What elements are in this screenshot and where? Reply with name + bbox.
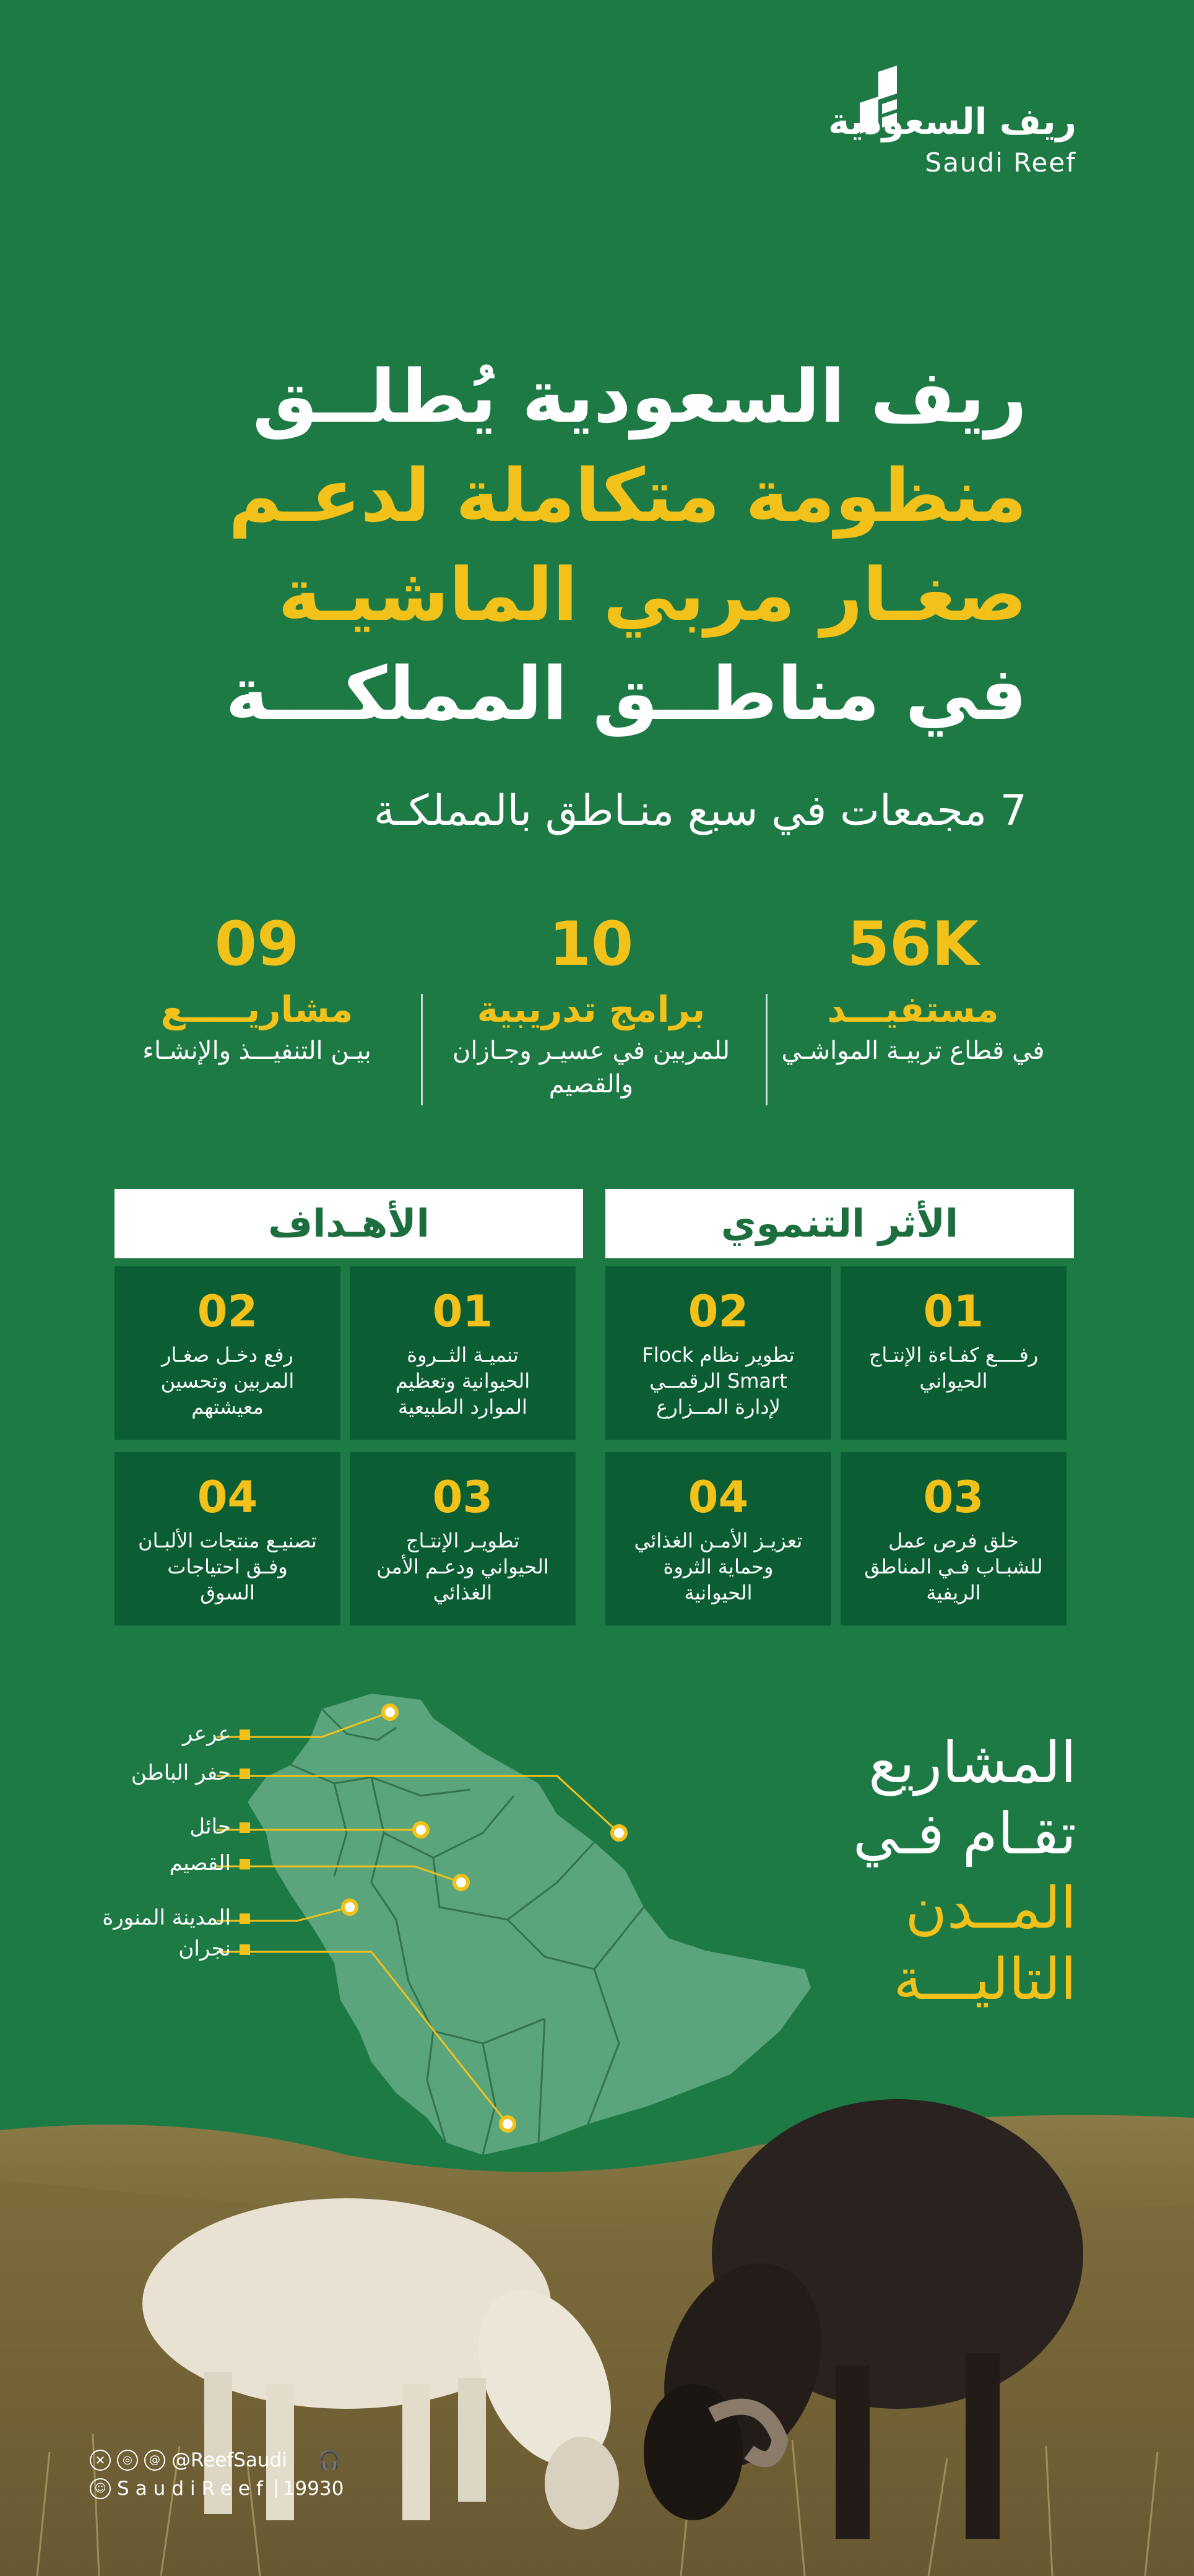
stat-desc: بيـن التنفيـــذ والإنشـاء: [142, 1037, 371, 1065]
city-label: [178, 1936, 250, 1961]
goal-card: [115, 1266, 340, 1440]
card-text: تعزيـز الأمـن الغذائي وحماية الثروة الحيوانية: [634, 1529, 803, 1604]
card-number: 04: [688, 1472, 749, 1523]
stat-title: مشاريـــــع: [160, 988, 353, 1030]
city-name: القصيم: [169, 1851, 231, 1876]
x-icon: ✕: [90, 2450, 111, 2471]
stat-divider: [766, 994, 768, 1105]
city-label: [189, 1814, 250, 1839]
stat-title: مستفيـــد: [827, 988, 999, 1030]
card-number: 04: [197, 1472, 258, 1523]
stat-desc: للمربين في عسيـر وجـازان والقصيم: [452, 1037, 730, 1099]
impact-card: [841, 1266, 1066, 1440]
city-marker-icon: [240, 1822, 250, 1833]
logo-english: Saudi Reef: [925, 147, 1076, 178]
card-number: 01: [432, 1286, 493, 1337]
headline-line-4: في مناطــق المملكـــة: [225, 651, 1027, 736]
impact-card: [841, 1452, 1066, 1625]
brand-logo: [828, 62, 1076, 178]
stat-number: 09: [214, 909, 300, 980]
city-name: المدينة المنورة: [102, 1905, 231, 1930]
stat-beneficiaries: [774, 910, 1052, 1068]
stat-number: 10: [548, 909, 634, 980]
sheep-pasture-photo: [0, 2074, 1194, 2576]
card-number: 03: [432, 1472, 493, 1523]
logo-arabic: ريف السعودية: [828, 100, 1076, 142]
card-number: 01: [923, 1286, 984, 1337]
city-name: نجران: [178, 1936, 231, 1961]
projects-line-1: المشاريع: [868, 1730, 1076, 1796]
stat-training-programs: [452, 910, 730, 1101]
contact-row: [90, 2478, 344, 2500]
stat-divider: [421, 994, 423, 1105]
goal-card: [350, 1266, 576, 1440]
headset-icon: 🎧: [318, 2449, 342, 2471]
card-number: 03: [923, 1472, 984, 1523]
projects-line-3: المــدن: [905, 1875, 1076, 1941]
threads-icon: @: [144, 2450, 165, 2471]
instagram-icon: ◎: [117, 2450, 138, 2471]
city-marker-icon: [240, 1913, 250, 1924]
city-label: [170, 1851, 250, 1876]
city-label: [131, 1760, 250, 1785]
stat-desc: في قطاع تربيـة المواشـي: [781, 1037, 1045, 1065]
card-text: تنميـة الثــروة الحيوانية وتعظيم الموارد الطبيعية: [395, 1343, 530, 1419]
stat-projects: [118, 910, 396, 1068]
card-text: تطوير نظام Flock Smart الرقمــي لإدارة المــزارع: [642, 1343, 795, 1419]
city-marker-icon: [240, 1730, 250, 1740]
impact-card: [605, 1266, 831, 1440]
goal-card: [350, 1452, 576, 1625]
city-name: عرعر: [182, 1721, 231, 1746]
subtitle: 7 مجمعات في سبع منـاطق بالمملكـة: [373, 786, 1027, 835]
headline-line-2: منظومة متكاملة لدعـم: [228, 453, 1027, 538]
phone-number[interactable]: 19930: [282, 2478, 344, 2500]
city-label: [102, 1905, 250, 1930]
city-marker-icon: [240, 1859, 250, 1869]
brand-handle[interactable]: SaudiReef: [117, 2478, 269, 2500]
impact-card: [605, 1452, 831, 1625]
stat-number: 56K: [847, 909, 979, 980]
projects-line-2: تقـام فـي: [853, 1801, 1076, 1867]
social-row: [90, 2449, 344, 2471]
card-text: خلق فرص عمل للشبـاب فـي المناطق الريفية: [864, 1529, 1043, 1604]
headline-line-3: صغـار مربي الماشيـة: [278, 552, 1027, 637]
social-handle[interactable]: @ReefSaudi: [171, 2449, 287, 2471]
goal-card: [115, 1452, 340, 1625]
city-label: [183, 1721, 250, 1746]
city-marker-icon: [240, 1944, 250, 1955]
projects-line-4: التاليـــة: [893, 1946, 1076, 2012]
card-text: تصنيـع منتجات الألبـان وفـق احتياجات السوق: [138, 1529, 317, 1604]
stat-title: برامج تدريبية: [477, 988, 706, 1030]
headline-line-1: ريف السعودية يُطلــق: [252, 354, 1027, 439]
card-text: رفع دخـل صغـار المربين وتحسين معيشتهم: [160, 1343, 295, 1419]
card-text: رفــــع كفـاءة الإنتـاج الحيواني: [868, 1343, 1039, 1393]
divider: [275, 2479, 277, 2498]
snapchat-icon: ☺: [90, 2478, 111, 2499]
goals-panel-title: الأهـداف: [115, 1189, 583, 1258]
card-number: 02: [197, 1286, 258, 1337]
card-number: 02: [688, 1286, 749, 1337]
city-name: حفر الباطن: [131, 1760, 231, 1785]
impact-panel-title: الأثر التنموي: [605, 1189, 1074, 1258]
city-name: حائل: [189, 1814, 231, 1839]
city-marker-icon: [240, 1769, 250, 1779]
card-text: تطويـر الإنتـاج الحيواني ودعـم الأمن الغذائي: [376, 1529, 549, 1604]
footer: [90, 2449, 344, 2500]
